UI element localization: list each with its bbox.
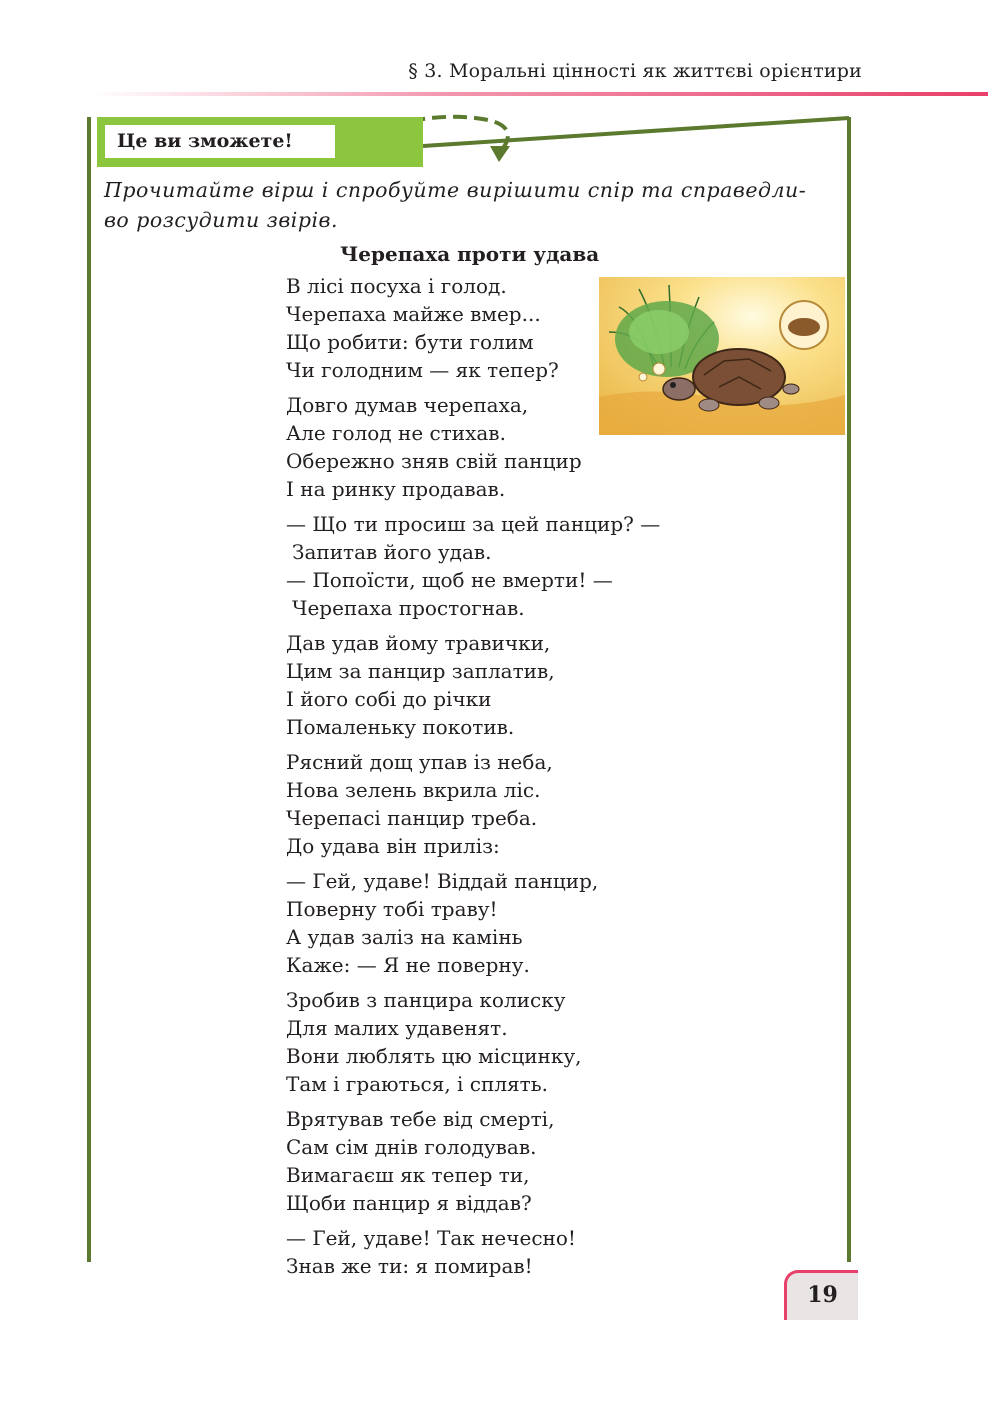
poem-line: Сам сім днів голодував. xyxy=(286,1135,537,1159)
poem-line: І на ринку продавав. xyxy=(286,477,506,501)
poem-stanza xyxy=(286,1224,726,1280)
poem-line: Вони люблять цю місцинку, xyxy=(286,1044,582,1068)
poem-line: А удав заліз на камінь xyxy=(286,925,523,949)
poem-line: Вимагаєш як тепер ти, xyxy=(286,1163,530,1187)
poem-title: Черепаха проти удава xyxy=(340,242,600,266)
poem-line: В лісі посуха і голод. xyxy=(286,274,507,298)
page-number: 19 xyxy=(784,1270,858,1320)
task-tag-label: Це ви зможете! xyxy=(105,125,335,158)
poem-line: І його собі до річки xyxy=(286,687,492,711)
poem-line: Черепаха майже вмер... xyxy=(286,302,541,326)
poem-line: Для малих удавенят. xyxy=(286,1016,508,1040)
header-rule xyxy=(90,92,988,96)
poem-line: Але голод не стихав. xyxy=(286,421,506,445)
turtle-with-grass-illustration xyxy=(599,277,845,435)
poem-line: Помаленьку покотив. xyxy=(286,715,515,739)
poem-line: Рясний дощ упав із неба, xyxy=(286,750,553,774)
poem-line: Запитав його удав. xyxy=(292,540,492,564)
poem-line: Обережно зняв свій панцир xyxy=(286,449,582,473)
poem-line: Цим за панцир заплатив, xyxy=(286,659,555,683)
poem-line: Щоби панцир я віддав? xyxy=(286,1191,532,1215)
turtle-illustration xyxy=(599,277,845,435)
poem-line: До удава він приліз: xyxy=(286,834,500,858)
poem-line: — Що ти просиш за цей панцир? — xyxy=(286,512,661,536)
poem-stanza xyxy=(286,986,726,1098)
poem-line: Що робити: бути голим xyxy=(286,330,534,354)
instruction-line: Прочитайте вірш і спробуйте вирішити спір та справедли- xyxy=(104,178,807,202)
arrow-head-icon xyxy=(490,146,510,162)
poem-line: Нова зелень вкрила ліс. xyxy=(286,778,541,802)
poem-line: Зробив з панцира колиску xyxy=(286,988,566,1012)
poem-line: Черепасі панцир треба. xyxy=(286,806,538,830)
poem-line: Дав удав йому травички, xyxy=(286,631,551,655)
poem-line: Знав же ти: я помирав! xyxy=(286,1254,533,1278)
section-header: § 3. Моральні цінності як життєві орієнтири xyxy=(408,60,862,82)
poem-line: — Гей, удаве! Віддай панцир, xyxy=(286,869,599,893)
poem-line: — Попоїсти, щоб не вмерти! — xyxy=(286,568,613,592)
poem-line: Врятував тебе від смерті, xyxy=(286,1107,555,1131)
poem-stanza xyxy=(286,1105,726,1217)
poem-stanza xyxy=(286,510,726,622)
poem-line: Поверну тобі траву! xyxy=(286,897,498,921)
instruction-line: во розсудити звірів. xyxy=(104,208,338,232)
poem-line: Каже: — Я не поверну. xyxy=(286,953,530,977)
poem-line: Чи голодним — як тепер? xyxy=(286,358,559,382)
poem-line: Там і граються, і сплять. xyxy=(286,1072,548,1096)
poem-stanza xyxy=(286,748,726,860)
task-tag xyxy=(97,117,423,167)
poem-line: — Гей, удаве! Так нечесно! xyxy=(286,1226,576,1250)
poem-stanza xyxy=(286,629,726,741)
task-instruction xyxy=(104,175,834,235)
poem-stanza xyxy=(286,867,726,979)
frame-top-line xyxy=(423,118,849,146)
poem-line: Черепаха простогнав. xyxy=(292,596,525,620)
poem-line: Довго думав черепаха, xyxy=(286,393,529,417)
